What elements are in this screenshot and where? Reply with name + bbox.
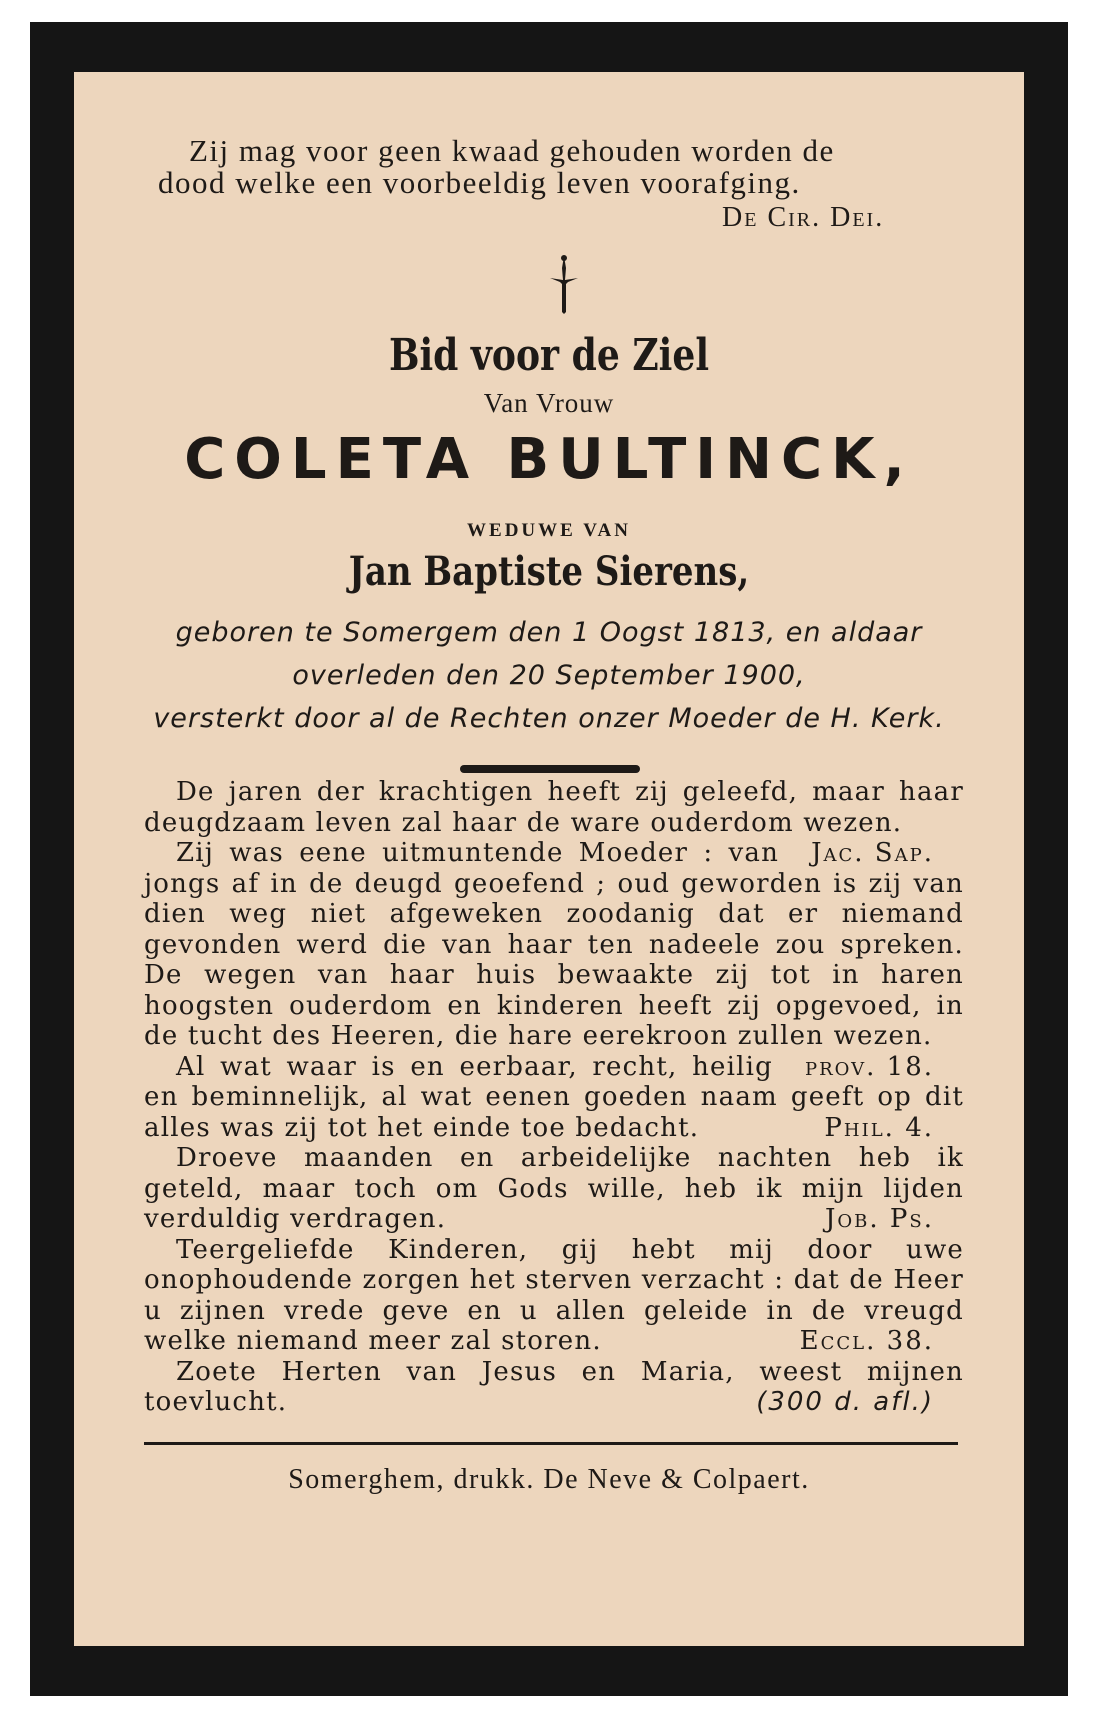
printer-imprint: Somerghem, drukk. De Neve & Colpaert. [288, 1464, 810, 1495]
passages-block [144, 777, 964, 1418]
passage: Al wat waar is en eerbaar, recht, heilig en beminnelijk, al wat eenen goeden naam geeft op dit alles was zij tot het einde toe bedacht. Phil. 4. [144, 1051, 964, 1143]
motto-line-2: dood welke een voorbeeldig leven voorafging. [158, 165, 801, 200]
passage-reference: Phil. 4. [824, 1112, 934, 1143]
passage: Teergeliefde Kinderen, gij hebt mij door uwe onophoudende zorgen het sterven verzacht : dat de Heer u zijnen vrede geve en u allen geleide in de vreugd welke niemand meer zal storen. Eccl. 38. [144, 1234, 964, 1356]
indulgence-note: (300 d. afl.) [756, 1387, 934, 1417]
passage: Zoete Herten van Jesus en Maria, weest mijnen toevlucht. (300 d. afl.) [144, 1356, 964, 1417]
passage: Zij was eene uitmuntende Moeder : van jongs af in de deugd geoefend ; oud geworden is zij van dien weg niet afgeweken zoodanig dat er niemand gevonden werd die van haar ten nadeele zou spreken. De wegen van haar huis bewaakte zij tot in haren hoogsten ouderdom en kinderen heeft zij opgevoed, in de tucht des Heeren, die hare eerekroon zullen wezen. prov. 18. [144, 838, 964, 1082]
card-paper [74, 72, 1024, 1646]
husband-name: Jan Baptiste Sierens, [348, 548, 750, 595]
footer-rule [144, 1442, 958, 1445]
passage-reference: Job. Ps. [824, 1204, 934, 1234]
cross-icon [544, 254, 584, 314]
passage: Droeve maanden en arbeidelijke nachten heb ik geteld, maar toch om Gods wille, heb ik mijn lijden verduldig verdragen. Job. Ps. [144, 1143, 964, 1234]
motto-source: De Cir. Dei. [722, 202, 885, 233]
passage-reference: Eccl. 38. [799, 1326, 934, 1356]
rites-line: versterkt door al de Rechten onzer Moeder de H. Kerk. [153, 703, 945, 734]
passage-reference: prov. 18. [805, 1051, 934, 1082]
memorial-card [30, 22, 1068, 1696]
motto-line-1: Zij mag voor geen kwaad gehouden worden de [189, 133, 835, 168]
passage-reference: Jac. Sap. [811, 838, 934, 868]
widow-of-label: WEDUWE VAN [467, 520, 631, 541]
death-line: overleden den 20 September 1900, [292, 660, 806, 691]
separator-rule [460, 765, 640, 773]
van-vrouw: Van Vrouw [483, 388, 615, 418]
deceased-name: COLETA BULTINCK, [184, 427, 914, 492]
prayer-heading: Bid voor de Ziel [388, 330, 710, 381]
birth-line: geboren te Somergem den 1 Oogst 1813, en aldaar [175, 617, 923, 648]
passage: De jaren der krachtigen heeft zij geleefd, maar haar deugdzaam leven zal haar de ware ouderdom wezen. Jac. Sap. [144, 777, 964, 868]
